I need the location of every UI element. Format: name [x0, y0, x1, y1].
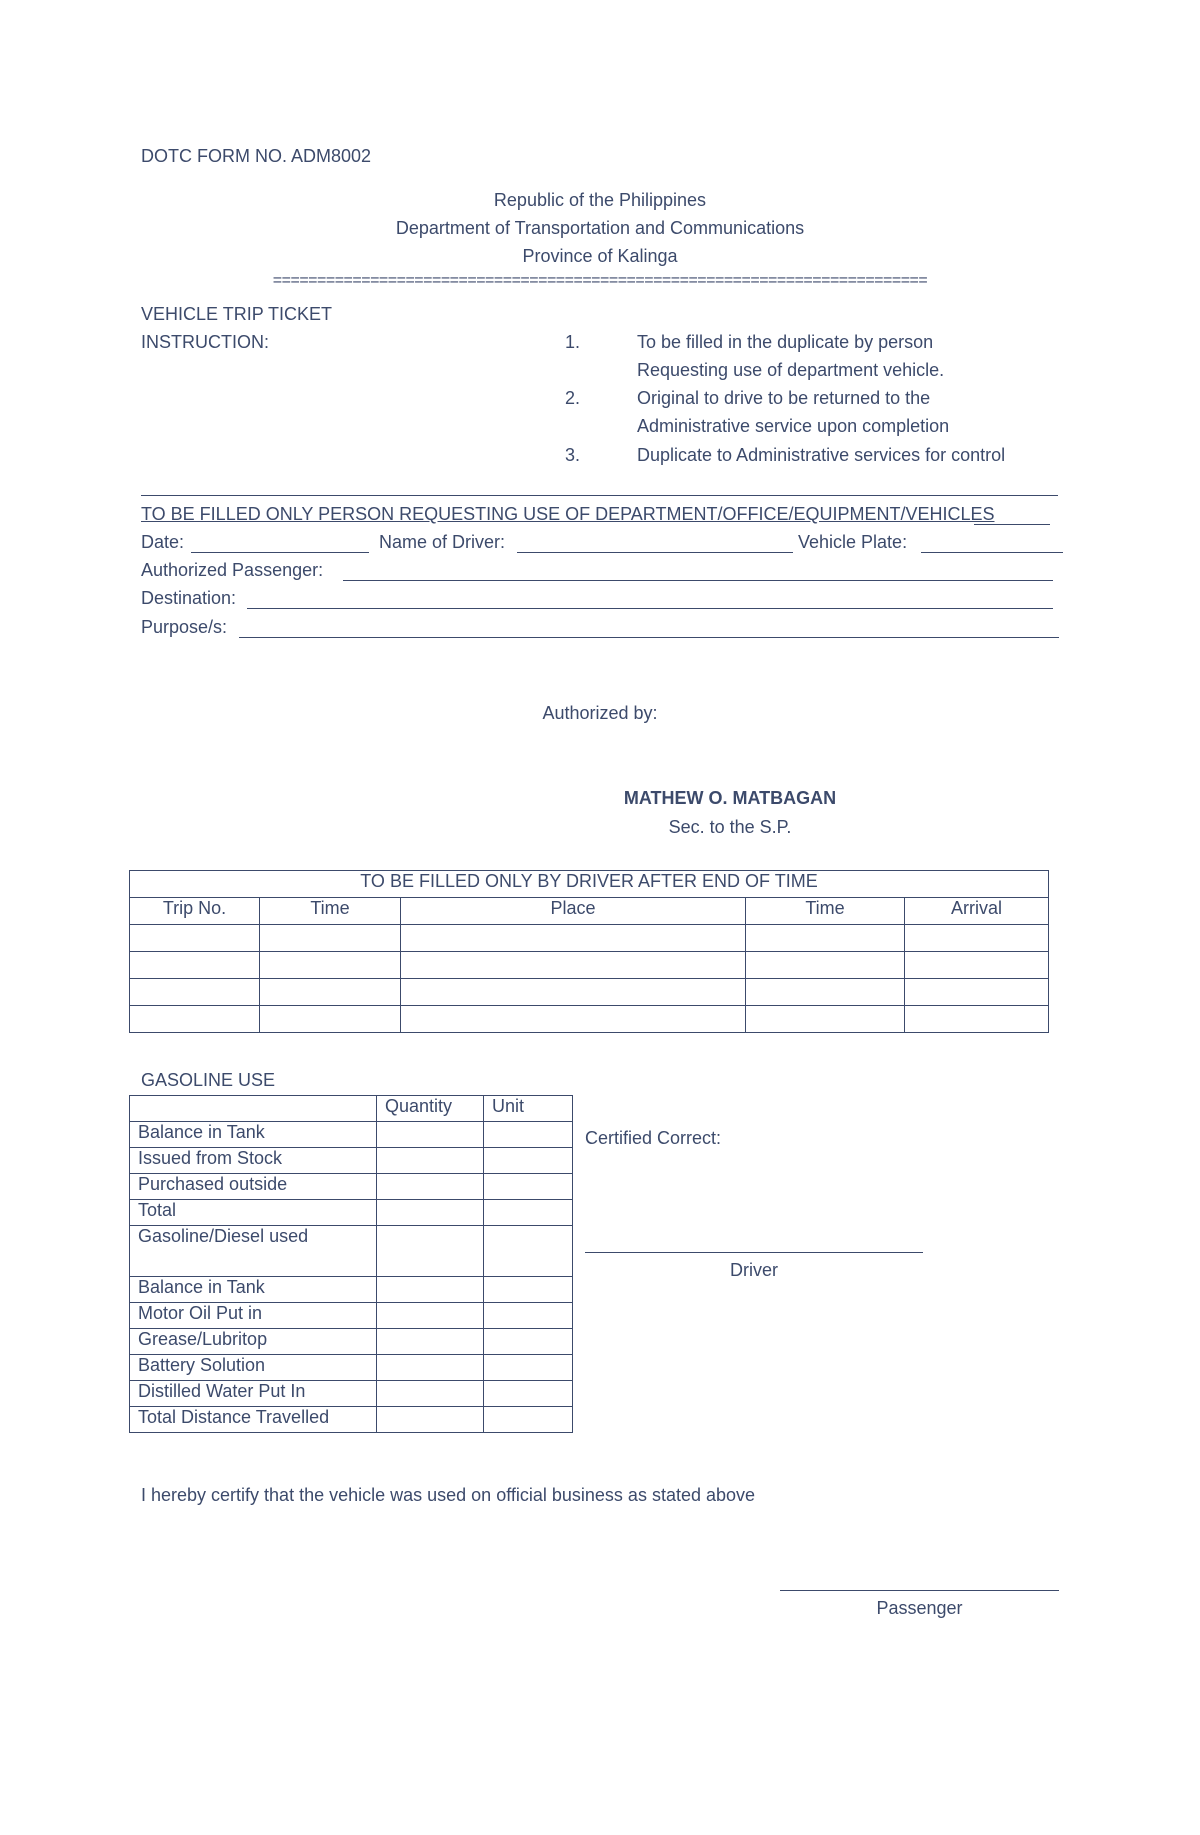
- gas-quantity-cell[interactable]: [377, 1174, 484, 1200]
- gas-row-label: Balance in Tank: [130, 1277, 377, 1303]
- purpose-field[interactable]: [239, 637, 1059, 638]
- trip-cell[interactable]: [130, 979, 260, 1006]
- trip-table: [129, 870, 1049, 1033]
- trip-cell[interactable]: [401, 952, 746, 979]
- table-row: [130, 1174, 573, 1200]
- trip-header-cell: Arrival: [905, 898, 1049, 925]
- trip-table-title: TO BE FILLED ONLY BY DRIVER AFTER END OF TIME: [130, 871, 1049, 898]
- table-row: [130, 1200, 573, 1226]
- trip-cell[interactable]: [260, 952, 401, 979]
- gas-unit-cell[interactable]: [484, 1381, 573, 1407]
- instruction-text: Administrative service upon completion: [637, 416, 950, 436]
- gas-header-cell: Unit: [484, 1096, 573, 1122]
- gas-unit-cell[interactable]: [484, 1148, 573, 1174]
- gasoline-title: GASOLINE USE: [141, 1070, 276, 1090]
- header-separator: ==========================================================================: [272, 272, 928, 289]
- passenger-label: Authorized Passenger:: [141, 560, 324, 580]
- gas-quantity-cell[interactable]: [377, 1407, 484, 1433]
- destination-label: Destination:: [141, 588, 237, 608]
- section-divider: [141, 495, 1058, 496]
- table-row: [130, 952, 1049, 979]
- table-row: [130, 1006, 1049, 1033]
- trip-cell[interactable]: [130, 925, 260, 952]
- trip-cell[interactable]: [260, 979, 401, 1006]
- gas-quantity-cell[interactable]: [377, 1355, 484, 1381]
- table-row: [130, 1148, 573, 1174]
- instruction-text: Duplicate to Administrative services for control: [637, 445, 1006, 465]
- table-row: [130, 1381, 573, 1407]
- instruction-number: 3.: [565, 445, 581, 465]
- trip-cell[interactable]: [401, 1006, 746, 1033]
- trip-cell[interactable]: [130, 952, 260, 979]
- gas-quantity-cell[interactable]: [377, 1122, 484, 1148]
- trip-cell[interactable]: [746, 952, 905, 979]
- trip-cell[interactable]: [905, 952, 1049, 979]
- gas-header-cell: [130, 1096, 377, 1122]
- gas-quantity-cell[interactable]: [377, 1226, 484, 1277]
- gas-unit-cell[interactable]: [484, 1226, 573, 1277]
- gas-quantity-cell[interactable]: [377, 1303, 484, 1329]
- trip-cell[interactable]: [260, 925, 401, 952]
- instruction-text: To be filled in the duplicate by person: [637, 332, 934, 352]
- plate-label: Vehicle Plate:: [798, 532, 908, 552]
- authorizer-position: Sec. to the S.P.: [668, 817, 792, 837]
- date-field[interactable]: [191, 552, 369, 553]
- gas-row-label: Battery Solution: [130, 1355, 377, 1381]
- trip-cell[interactable]: [905, 925, 1049, 952]
- destination-field[interactable]: [247, 608, 1053, 609]
- gas-unit-cell[interactable]: [484, 1200, 573, 1226]
- gas-row-label: Gasoline/Diesel used: [130, 1226, 377, 1277]
- table-row: [130, 1355, 573, 1381]
- instruction-text: Original to drive to be returned to the: [637, 388, 931, 408]
- instruction-text: Requesting use of department vehicle.: [637, 360, 945, 380]
- gas-row-label: Purchased outside: [130, 1174, 377, 1200]
- gas-row-label: Distilled Water Put In: [130, 1381, 377, 1407]
- trip-header-cell: Time: [260, 898, 401, 925]
- gas-unit-cell[interactable]: [484, 1355, 573, 1381]
- trip-cell[interactable]: [130, 1006, 260, 1033]
- gas-row-label: Motor Oil Put in: [130, 1303, 377, 1329]
- trip-cell[interactable]: [746, 925, 905, 952]
- authorizer-name: MATHEW O. MATBAGAN: [623, 788, 837, 808]
- table-row: [130, 1122, 573, 1148]
- driver-field[interactable]: [517, 552, 793, 553]
- gas-unit-cell[interactable]: [484, 1122, 573, 1148]
- instruction-number: 1.: [565, 332, 581, 352]
- gas-row-label: Issued from Stock: [130, 1148, 377, 1174]
- trip-cell[interactable]: [260, 1006, 401, 1033]
- trip-cell[interactable]: [905, 979, 1049, 1006]
- instruction-number: 2.: [565, 388, 581, 408]
- trip-cell[interactable]: [905, 1006, 1049, 1033]
- passenger-field[interactable]: [343, 580, 1053, 581]
- table-row: [130, 979, 1049, 1006]
- trip-header-cell: Place: [401, 898, 746, 925]
- table-row: [130, 1303, 573, 1329]
- passenger-signature-line[interactable]: [780, 1590, 1059, 1591]
- driver-label: Name of Driver:: [379, 532, 506, 552]
- gas-unit-cell[interactable]: [484, 1174, 573, 1200]
- gas-unit-cell[interactable]: [484, 1303, 573, 1329]
- gas-row-label: Total: [130, 1200, 377, 1226]
- gasoline-table: [129, 1095, 573, 1433]
- authorized-by-label: Authorized by:: [542, 703, 658, 723]
- ticket-title: VEHICLE TRIP TICKET: [141, 304, 333, 324]
- trip-header-cell: Trip No.: [130, 898, 260, 925]
- plate-field[interactable]: [921, 552, 1063, 553]
- header-province: Province of Kalinga: [522, 246, 678, 266]
- gas-quantity-cell[interactable]: [377, 1329, 484, 1355]
- gas-unit-cell[interactable]: [484, 1407, 573, 1433]
- gas-header-cell: Quantity: [377, 1096, 484, 1122]
- gas-quantity-cell[interactable]: [377, 1277, 484, 1303]
- header-department: Department of Transportation and Communications: [395, 218, 805, 238]
- trip-cell[interactable]: [746, 979, 905, 1006]
- table-row: [130, 1407, 573, 1433]
- table-row: [130, 1277, 573, 1303]
- instruction-label: INSTRUCTION:: [141, 332, 269, 352]
- date-label: Date:: [141, 532, 185, 552]
- gas-row-label: Total Distance Travelled: [130, 1407, 377, 1433]
- title-underline: [974, 524, 1050, 525]
- trip-cell[interactable]: [401, 979, 746, 1006]
- gas-unit-cell[interactable]: [484, 1329, 573, 1355]
- trip-header-cell: Time: [746, 898, 905, 925]
- trip-cell[interactable]: [401, 925, 746, 952]
- gas-quantity-cell[interactable]: [377, 1200, 484, 1226]
- gas-unit-cell[interactable]: [484, 1277, 573, 1303]
- header-republic: Republic of the Philippines: [493, 190, 707, 210]
- certification-statement: I hereby certify that the vehicle was used on official business as stated above: [141, 1485, 756, 1505]
- table-row: [130, 925, 1049, 952]
- table-row: [130, 1226, 573, 1277]
- driver-signatory: Driver: [730, 1260, 778, 1280]
- gas-row-label: Grease/Lubritop: [130, 1329, 377, 1355]
- table-row: [130, 1329, 573, 1355]
- form-number: DOTC FORM NO. ADM8002: [141, 146, 372, 166]
- gas-quantity-cell[interactable]: [377, 1381, 484, 1407]
- certified-correct-label: Certified Correct:: [585, 1128, 722, 1148]
- request-section-title: TO BE FILLED ONLY PERSON REQUESTING USE OF DEPARTMENT/OFFICE/EQUIPMENT/VEHICLES: [141, 504, 995, 524]
- purpose-label: Purpose/s:: [141, 617, 228, 637]
- driver-signature-line[interactable]: [585, 1252, 923, 1253]
- passenger-signatory: Passenger: [876, 1598, 963, 1618]
- gas-row-label: Balance in Tank: [130, 1122, 377, 1148]
- gas-quantity-cell[interactable]: [377, 1148, 484, 1174]
- trip-cell[interactable]: [746, 1006, 905, 1033]
